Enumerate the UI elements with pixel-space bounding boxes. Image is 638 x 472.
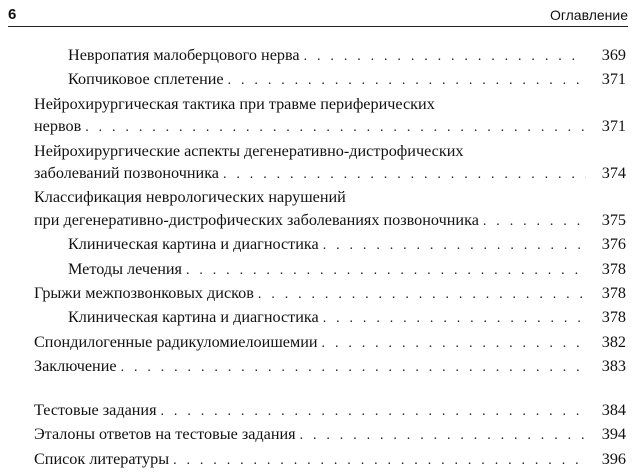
- toc-page-number: 382: [601, 332, 626, 351]
- toc-entry-line: [34, 399, 626, 423]
- toc-entry-title: Заключение: [34, 357, 117, 376]
- toc-entry-title: Копчиковое сплетение: [68, 70, 224, 89]
- toc-entry-title: Нейрохирургические аспекты дегенеративно-дистрофических: [34, 141, 464, 160]
- toc-entry-title: Клиническая картина и диагностика: [68, 308, 319, 327]
- toc-entry: [34, 355, 626, 379]
- toc-page-number: 375: [601, 210, 626, 229]
- toc-entry: [34, 233, 626, 257]
- toc-entry: [34, 68, 626, 92]
- dot-leader: [228, 70, 586, 92]
- toc-page-number: 371: [601, 117, 626, 136]
- toc-entry-line: [34, 115, 626, 139]
- toc-entry-line: [34, 282, 626, 306]
- section-gap: [34, 380, 626, 399]
- toc-entry-line: [34, 355, 626, 379]
- toc-entry-line: [34, 331, 626, 355]
- toc-entry-title: Спондилогенные радикуломиелоишемии: [34, 332, 318, 351]
- toc-entry: [34, 448, 626, 472]
- toc-page-number: 374: [601, 164, 626, 183]
- toc-page-number: 384: [601, 400, 626, 419]
- toc-entry: [34, 399, 626, 423]
- toc-entry-title: Невропатия малоберцового нерва: [68, 46, 300, 64]
- toc-entry-line: [34, 93, 626, 115]
- toc-entry-line: [34, 68, 626, 92]
- toc-entry: [34, 306, 626, 330]
- toc-entry-line: [34, 44, 626, 68]
- page-header: [8, 4, 628, 27]
- toc-entry: [34, 331, 626, 355]
- toc-entry-line: [34, 162, 626, 186]
- toc-page-number: 371: [601, 70, 626, 89]
- toc-entry-line: [34, 140, 626, 162]
- toc-page-number: 396: [601, 449, 626, 468]
- toc-entry-line: [34, 186, 626, 208]
- dot-leader: [300, 425, 586, 447]
- toc-entry-title: Эталоны ответов на тестовые задания: [34, 425, 296, 444]
- toc-entry-line: [34, 209, 626, 233]
- toc-entry-title: Тестовые задания: [34, 400, 157, 419]
- dot-leader: [258, 284, 586, 306]
- toc-entry-title: Классификация неврологических нарушений: [34, 188, 346, 207]
- toc-entry-title: заболеваний позвоночника: [34, 164, 219, 183]
- toc-entry-title: Грыжи межпозвонковых дисков: [34, 284, 254, 303]
- toc-page-number: 376: [601, 235, 626, 254]
- dot-leader: [304, 46, 586, 68]
- toc-entry-line: [34, 448, 626, 472]
- dot-leader: [85, 117, 586, 139]
- toc-entry: [34, 44, 626, 68]
- toc-entry-title: нервов: [34, 117, 82, 136]
- toc-entry: [34, 282, 626, 306]
- running-title: Оглавление: [549, 7, 628, 23]
- toc-entry-line: [34, 233, 626, 257]
- dot-leader: [161, 401, 586, 423]
- toc-entry: [34, 258, 626, 282]
- dot-leader: [322, 333, 586, 355]
- dot-leader: [173, 450, 586, 472]
- page-number: 6: [8, 6, 17, 23]
- toc-page-number: 378: [601, 308, 626, 327]
- dot-leader: [323, 308, 586, 330]
- toc-page-number: 394: [601, 425, 626, 444]
- dot-leader: [121, 357, 586, 379]
- toc-entry-line: [34, 306, 626, 330]
- dot-leader: [223, 164, 586, 186]
- toc-entry-line: [34, 423, 626, 447]
- dot-leader: [186, 260, 586, 282]
- toc-entry-title: Список литературы: [34, 449, 170, 468]
- dot-leader: [323, 235, 586, 257]
- toc-page-number: 378: [601, 259, 626, 278]
- toc-page-number: 378: [601, 284, 626, 303]
- toc-page-number: 369: [601, 46, 626, 64]
- toc-entry-line: [34, 258, 626, 282]
- table-of-contents: [34, 44, 626, 472]
- toc-entry-title: при дегенеративно-дистрофических заболеваниях позвоночника: [34, 210, 479, 229]
- toc-entry-title: Нейрохирургическая тактика при травме периферических: [34, 94, 435, 113]
- toc-entry: [34, 140, 626, 187]
- toc-page-number: 383: [601, 357, 626, 376]
- toc-entry: [34, 93, 626, 140]
- dot-leader: [483, 211, 586, 233]
- toc-entry-title: Клиническая картина и диагностика: [68, 235, 319, 254]
- toc-entry: [34, 186, 626, 233]
- toc-entry-title: Методы лечения: [68, 259, 182, 278]
- toc-entry: [34, 423, 626, 447]
